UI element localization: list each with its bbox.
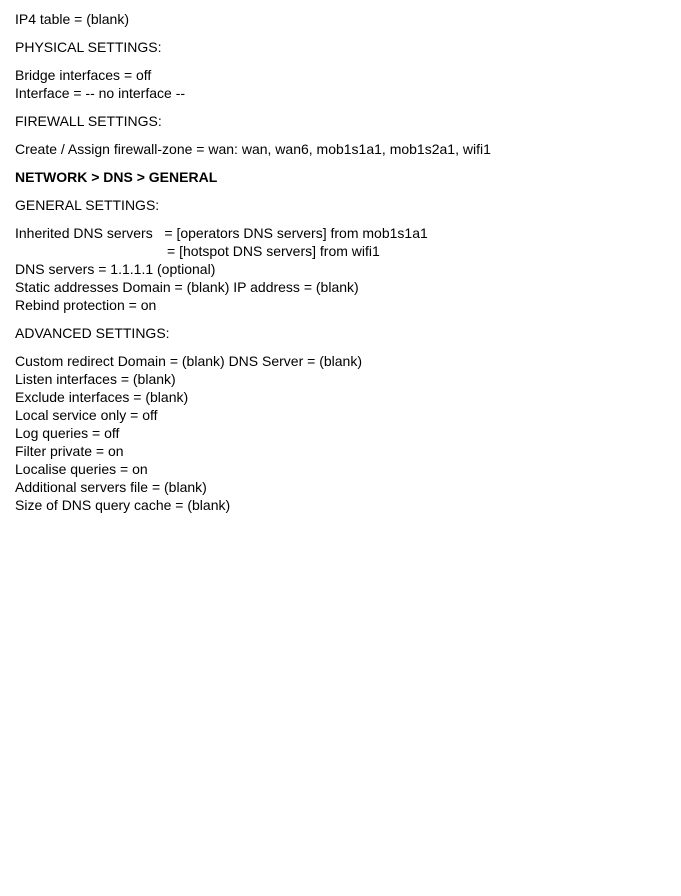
local-service-only-line: Local service only = off xyxy=(15,407,158,423)
additional-servers-file-line: Additional servers file = (blank) xyxy=(15,479,207,495)
advanced-settings-heading: ADVANCED SETTINGS: xyxy=(15,325,170,341)
firewall-zone-line: Create / Assign firewall-zone = wan: wan, wan6, mob1s1a1, mob1s2a1, wifi1 xyxy=(15,141,491,157)
listen-interfaces-line: Listen interfaces = (blank) xyxy=(15,371,176,387)
custom-redirect-line: Custom redirect Domain = (blank) DNS Server = (blank) xyxy=(15,353,363,369)
exclude-interfaces-line: Exclude interfaces = (blank) xyxy=(15,389,189,405)
localise-queries-line: Localise queries = on xyxy=(15,461,148,477)
static-addresses-line: Static addresses Domain = (blank) IP address = (blank) xyxy=(15,279,359,295)
ip4-table-line: IP4 table = (blank) xyxy=(15,11,130,27)
general-settings-heading: GENERAL SETTINGS: xyxy=(15,197,160,213)
interface-line: Interface = -- no interface -- xyxy=(15,85,186,101)
firewall-settings-heading: FIREWALL SETTINGS: xyxy=(15,113,162,129)
physical-settings-heading: PHYSICAL SETTINGS: xyxy=(15,39,162,55)
bridge-interfaces-line: Bridge interfaces = off xyxy=(15,67,152,83)
rebind-protection-line: Rebind protection = on xyxy=(15,297,157,313)
dns-cache-size-line: Size of DNS query cache = (blank) xyxy=(15,497,231,513)
inherited-dns-line-1: Inherited DNS servers = [operators DNS servers] from mob1s1a1 xyxy=(15,225,428,241)
log-queries-line: Log queries = off xyxy=(15,425,120,441)
filter-private-line: Filter private = on xyxy=(15,443,124,459)
inherited-dns-line-2: = [hotspot DNS servers] from wifi1 xyxy=(167,243,380,259)
section-title: NETWORK > DNS > GENERAL xyxy=(15,169,218,185)
dns-servers-line: DNS servers = 1.1.1.1 (optional) xyxy=(15,261,216,277)
